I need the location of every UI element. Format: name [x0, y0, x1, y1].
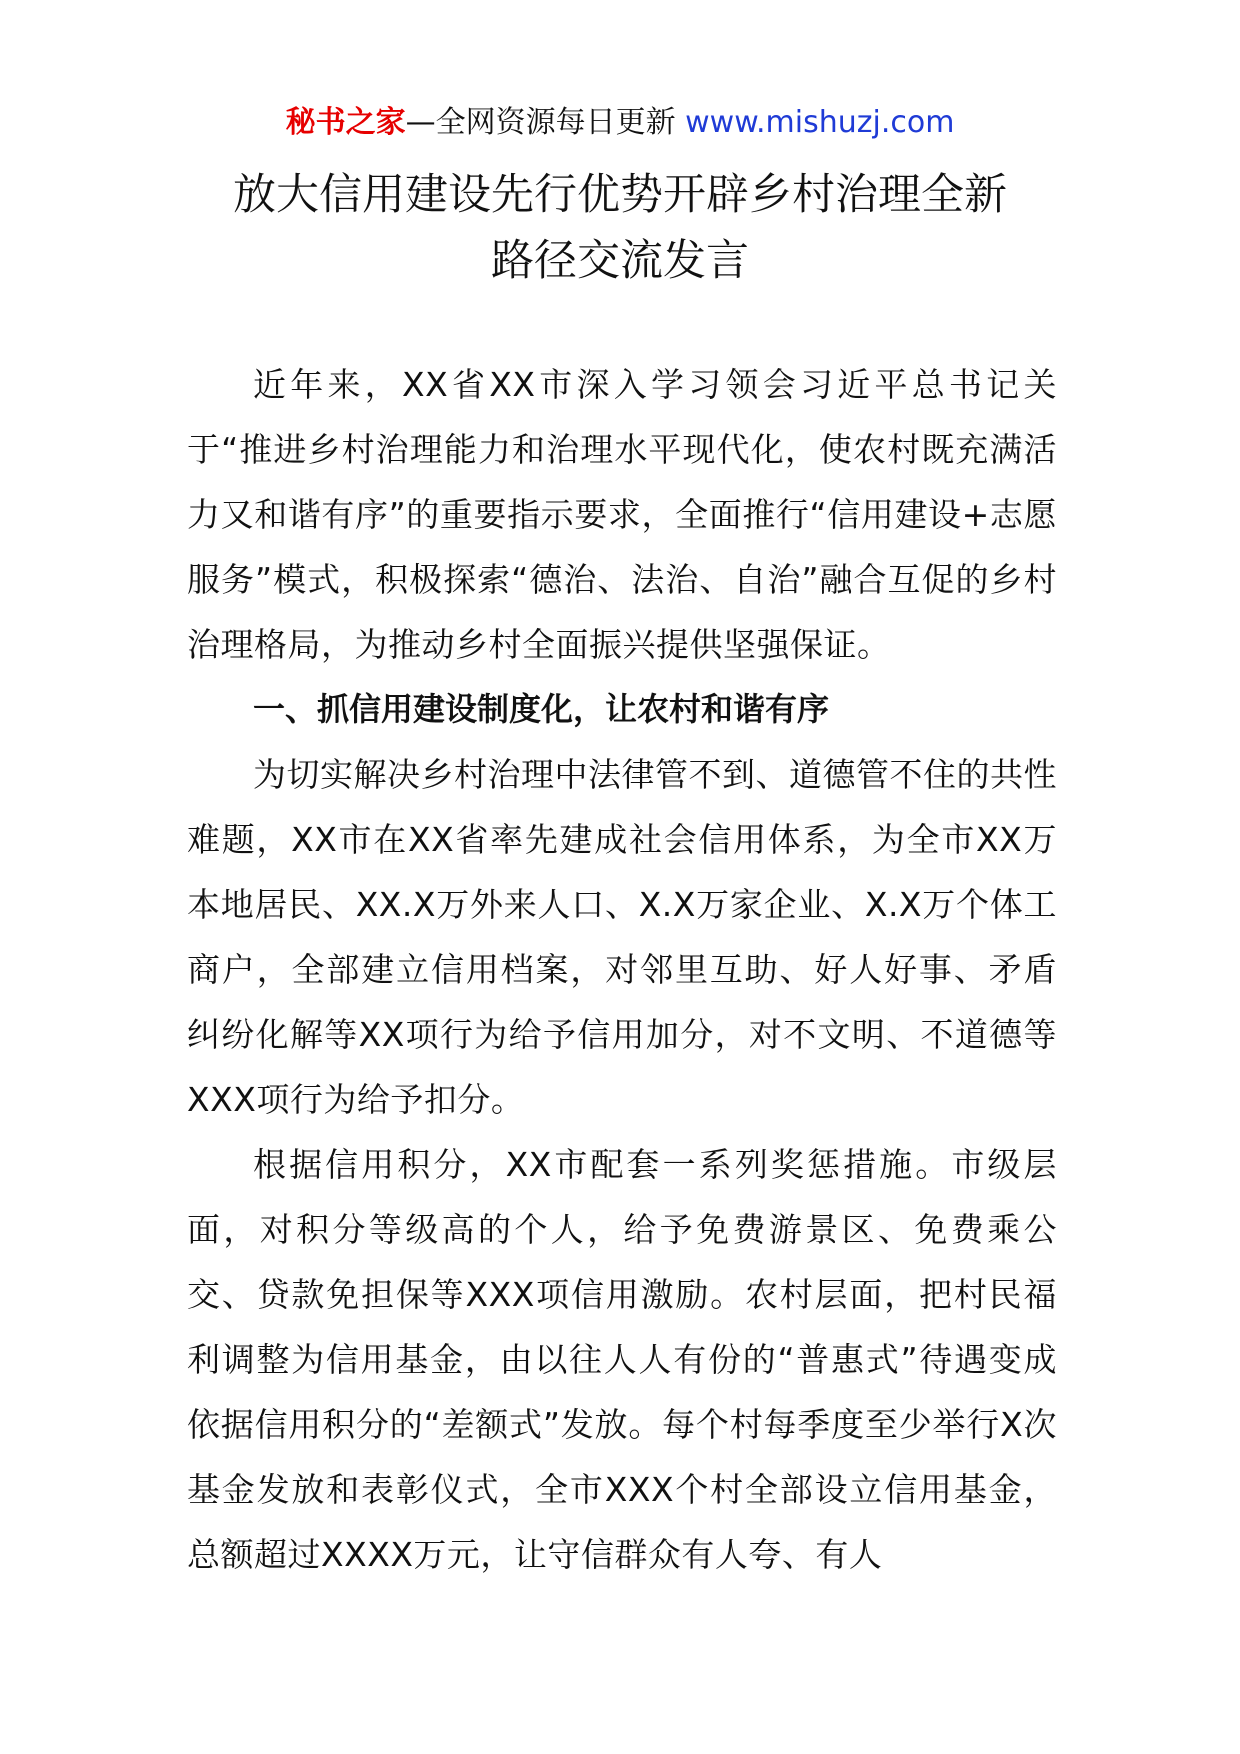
site-url-link[interactable]: www.mishuzj.com — [685, 105, 955, 140]
document-body — [187, 352, 1057, 1587]
paragraph-intro: 近年来，XX省XX市深入学习领会习近平总书记关于“推进乡村治理能力和治理水平现代化，使农村既充满活力又和谐有序”的重要指示要求，全面推行“信用建设+志愿服务”模式，积极探索“德治、法治、自治”融合互促的乡村治理格局，为推动乡村全面振兴提供坚强保证。 — [187, 365, 1057, 664]
paragraph-rewards: 根据信用积分，XX市配套一系列奖惩措施。市级层面，对积分等级高的个人，给予免费游景区、免费乘公交、贷款免担保等XXX项信用激励。农村层面，把村民福利调整为信用基金，由以往人人有份的“普惠式”待遇变成依据信用积分的“差额式”发放。每个村每季度至少举行X次基金发放和表彰仪式，全市XXX个村全部设立信用基金，总额超过XXXX万元，让守信群众有人夸、有人 — [187, 1145, 1057, 1574]
site-header — [0, 100, 1240, 146]
section-heading-1: 一、抓信用建设制度化，让农村和谐有序 — [253, 690, 830, 728]
paragraph-credit-system: 为切实解决乡村治理中法律管不到、道德管不住的共性难题，XX市在XX省率先建成社会信用体系，为全市XX万本地居民、XX.X万外来人口、X.X万家企业、X.X万个体工商户，全部建立信用档案，对邻里互助、好人好事、矛盾纠纷化解等XX项行为给予信用加分，对不文明、不道德等XXX项行为给予扣分。 — [187, 755, 1057, 1119]
title-line-1: 放大信用建设先行优势开辟乡村治理全新 — [233, 170, 1007, 220]
brand-name: 秘书之家 — [285, 105, 406, 140]
document-title — [160, 162, 1080, 294]
title-line-2: 路径交流发言 — [491, 236, 749, 286]
header-slogan: —全网资源每日更新 — [405, 105, 686, 140]
